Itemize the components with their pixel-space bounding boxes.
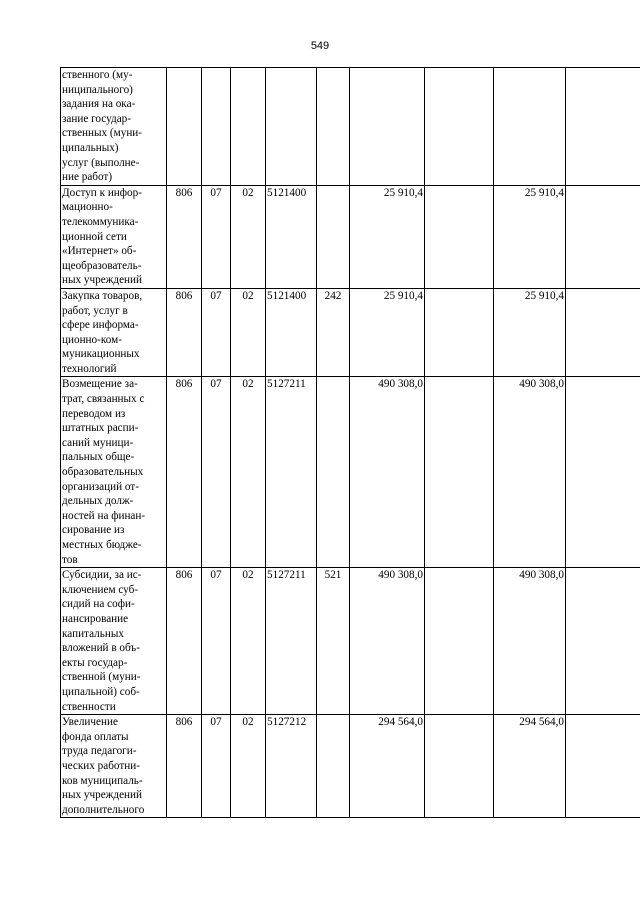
expense-type-code-cell — [317, 68, 350, 186]
target-article-code-cell: 5127212 — [266, 715, 317, 818]
expense-type-code-cell — [317, 185, 350, 288]
expense-name-line: ключением суб- — [62, 583, 139, 596]
expense-name-cell — [61, 715, 167, 818]
expense-type-code-cell: 242 — [317, 288, 350, 377]
expense-name-cell — [61, 288, 167, 377]
expense-name-line: ков муниципаль- — [62, 774, 143, 787]
expense-type-code-cell: 521 — [317, 568, 350, 715]
department-code-cell: 806 — [167, 185, 202, 288]
amount-change-cell — [425, 568, 494, 715]
amount-cell: 490 308,0 — [350, 377, 425, 568]
expense-name-line: организаций от- — [62, 480, 139, 493]
expense-name-cell — [61, 568, 167, 715]
expense-name-line: образовательных — [62, 466, 144, 479]
expense-name-line: пальных обще- — [62, 451, 135, 464]
expense-name-line: работ, услуг в — [62, 304, 128, 317]
amount-change-cell — [425, 68, 494, 186]
expense-name-line: дополнительного — [62, 803, 145, 816]
expense-name-line: задания на ока- — [62, 98, 136, 111]
table-row — [61, 185, 640, 288]
expense-name-line: Увеличение — [62, 716, 118, 729]
subsection-code-cell: 02 — [231, 715, 266, 818]
amount-cell — [350, 68, 425, 186]
expense-name-line: тов — [62, 553, 78, 566]
budget-table-body — [61, 68, 640, 818]
target-article-code-cell: 5121400 — [266, 185, 317, 288]
expense-name-line: переводом из — [62, 407, 126, 420]
expense-name-line: ционно-ком- — [62, 333, 122, 346]
amount-change-cell — [425, 185, 494, 288]
amount-change-cell — [425, 288, 494, 377]
expense-name-line: ных учреждений — [62, 274, 143, 287]
amount-total-cell: 25 910,4 — [494, 185, 566, 288]
amount-total-cell: 490 308,0 — [494, 377, 566, 568]
expense-name-line: щеобразователь- — [62, 259, 142, 272]
expense-name-line: Закупка товаров, — [62, 289, 143, 302]
expense-name-line: муникационных — [62, 348, 140, 361]
expense-name-line: ципальных) — [62, 141, 119, 154]
extra-amount-cell — [566, 288, 640, 377]
department-code-cell: 806 — [167, 377, 202, 568]
expense-name-line: труда педагоги- — [62, 745, 137, 758]
expense-name-line: трат, связанных с — [62, 393, 145, 406]
amount-cell: 490 308,0 — [350, 568, 425, 715]
expense-name-line: ственного (му- — [62, 69, 133, 81]
section-code-cell: 07 — [202, 185, 231, 288]
extra-amount-cell — [566, 715, 640, 818]
subsection-code-cell: 02 — [231, 568, 266, 715]
amount-total-cell: 294 564,0 — [494, 715, 566, 818]
expense-type-code-cell — [317, 715, 350, 818]
amount-total-cell — [494, 68, 566, 186]
expense-name-line: сфере информа- — [62, 319, 139, 332]
expense-name-line: фонда оплаты — [62, 730, 129, 743]
subsection-code-cell: 02 — [231, 377, 266, 568]
section-code-cell: 07 — [202, 715, 231, 818]
amount-total-cell: 25 910,4 — [494, 288, 566, 377]
expense-name-line: штатных распи- — [62, 422, 139, 435]
expense-name-line: зание государ- — [62, 112, 131, 125]
subsection-code-cell — [231, 68, 266, 186]
expense-name-line: мационно- — [62, 201, 113, 214]
amount-change-cell — [425, 377, 494, 568]
expense-name-line: ственности — [62, 700, 116, 713]
table-row — [61, 568, 640, 715]
extra-amount-cell — [566, 377, 640, 568]
target-article-code-cell: 5127211 — [266, 377, 317, 568]
extra-amount-cell — [566, 568, 640, 715]
department-code-cell — [167, 68, 202, 186]
page-number: 549 — [310, 40, 330, 52]
expense-name-line: Доступ к инфор- — [62, 186, 142, 199]
amount-cell: 294 564,0 — [350, 715, 425, 818]
section-code-cell: 07 — [202, 568, 231, 715]
table-row — [61, 288, 640, 377]
expense-name-line: ностей на финан- — [62, 509, 146, 522]
department-code-cell: 806 — [167, 715, 202, 818]
expense-name-cell — [61, 185, 167, 288]
subsection-code-cell: 02 — [231, 288, 266, 377]
expense-name-line: ние работ) — [62, 171, 113, 184]
expense-name-cell — [61, 68, 167, 186]
expense-name-line: телекоммуника- — [62, 215, 139, 228]
amount-change-cell — [425, 715, 494, 818]
table-row — [61, 68, 640, 186]
amount-cell: 25 910,4 — [350, 185, 425, 288]
expense-name-line: Возмещение за- — [62, 378, 138, 391]
expense-name-line: вложений в объ- — [62, 642, 140, 655]
expense-name-line: екты государ- — [62, 656, 128, 669]
amount-total-cell: 490 308,0 — [494, 568, 566, 715]
expense-name-line: ниципального) — [62, 83, 133, 96]
expense-name-line: ственной (муни- — [62, 671, 141, 684]
expense-name-line: капитальных — [62, 627, 124, 640]
expense-name-line: дельных долж- — [62, 495, 134, 508]
budget-table — [60, 67, 640, 818]
expense-name-line: ственных (муни- — [62, 127, 143, 140]
expense-name-cell — [61, 377, 167, 568]
amount-cell: 25 910,4 — [350, 288, 425, 377]
expense-name-line: сирование из — [62, 524, 125, 537]
expense-name-line: сидий на софи- — [62, 598, 135, 611]
department-code-cell: 806 — [167, 288, 202, 377]
subsection-code-cell: 02 — [231, 185, 266, 288]
expense-name-line: ных учреждений — [62, 789, 143, 802]
expense-name-line: технологий — [62, 362, 117, 375]
table-row — [61, 715, 640, 818]
extra-amount-cell — [566, 68, 640, 186]
expense-name-line: ционной сети — [62, 230, 127, 243]
expense-name-line: ческих работни- — [62, 759, 140, 772]
expense-name-line: местных бюдже- — [62, 539, 142, 551]
expense-name-line: «Интернет» об- — [62, 245, 137, 258]
expense-name-line: услуг (выполне- — [62, 156, 140, 169]
section-code-cell — [202, 68, 231, 186]
target-article-code-cell: 5127211 — [266, 568, 317, 715]
target-article-code-cell: 5121400 — [266, 288, 317, 377]
expense-name-line: саний муници- — [62, 436, 134, 449]
table-row — [61, 377, 640, 568]
section-code-cell: 07 — [202, 288, 231, 377]
expense-name-line: Субсидии, за ис- — [62, 569, 142, 582]
expense-name-line: нансирование — [62, 612, 129, 625]
expense-name-line: ципальной) соб- — [62, 685, 140, 698]
department-code-cell: 806 — [167, 568, 202, 715]
expense-type-code-cell — [317, 377, 350, 568]
target-article-code-cell — [266, 68, 317, 186]
extra-amount-cell — [566, 185, 640, 288]
section-code-cell: 07 — [202, 377, 231, 568]
